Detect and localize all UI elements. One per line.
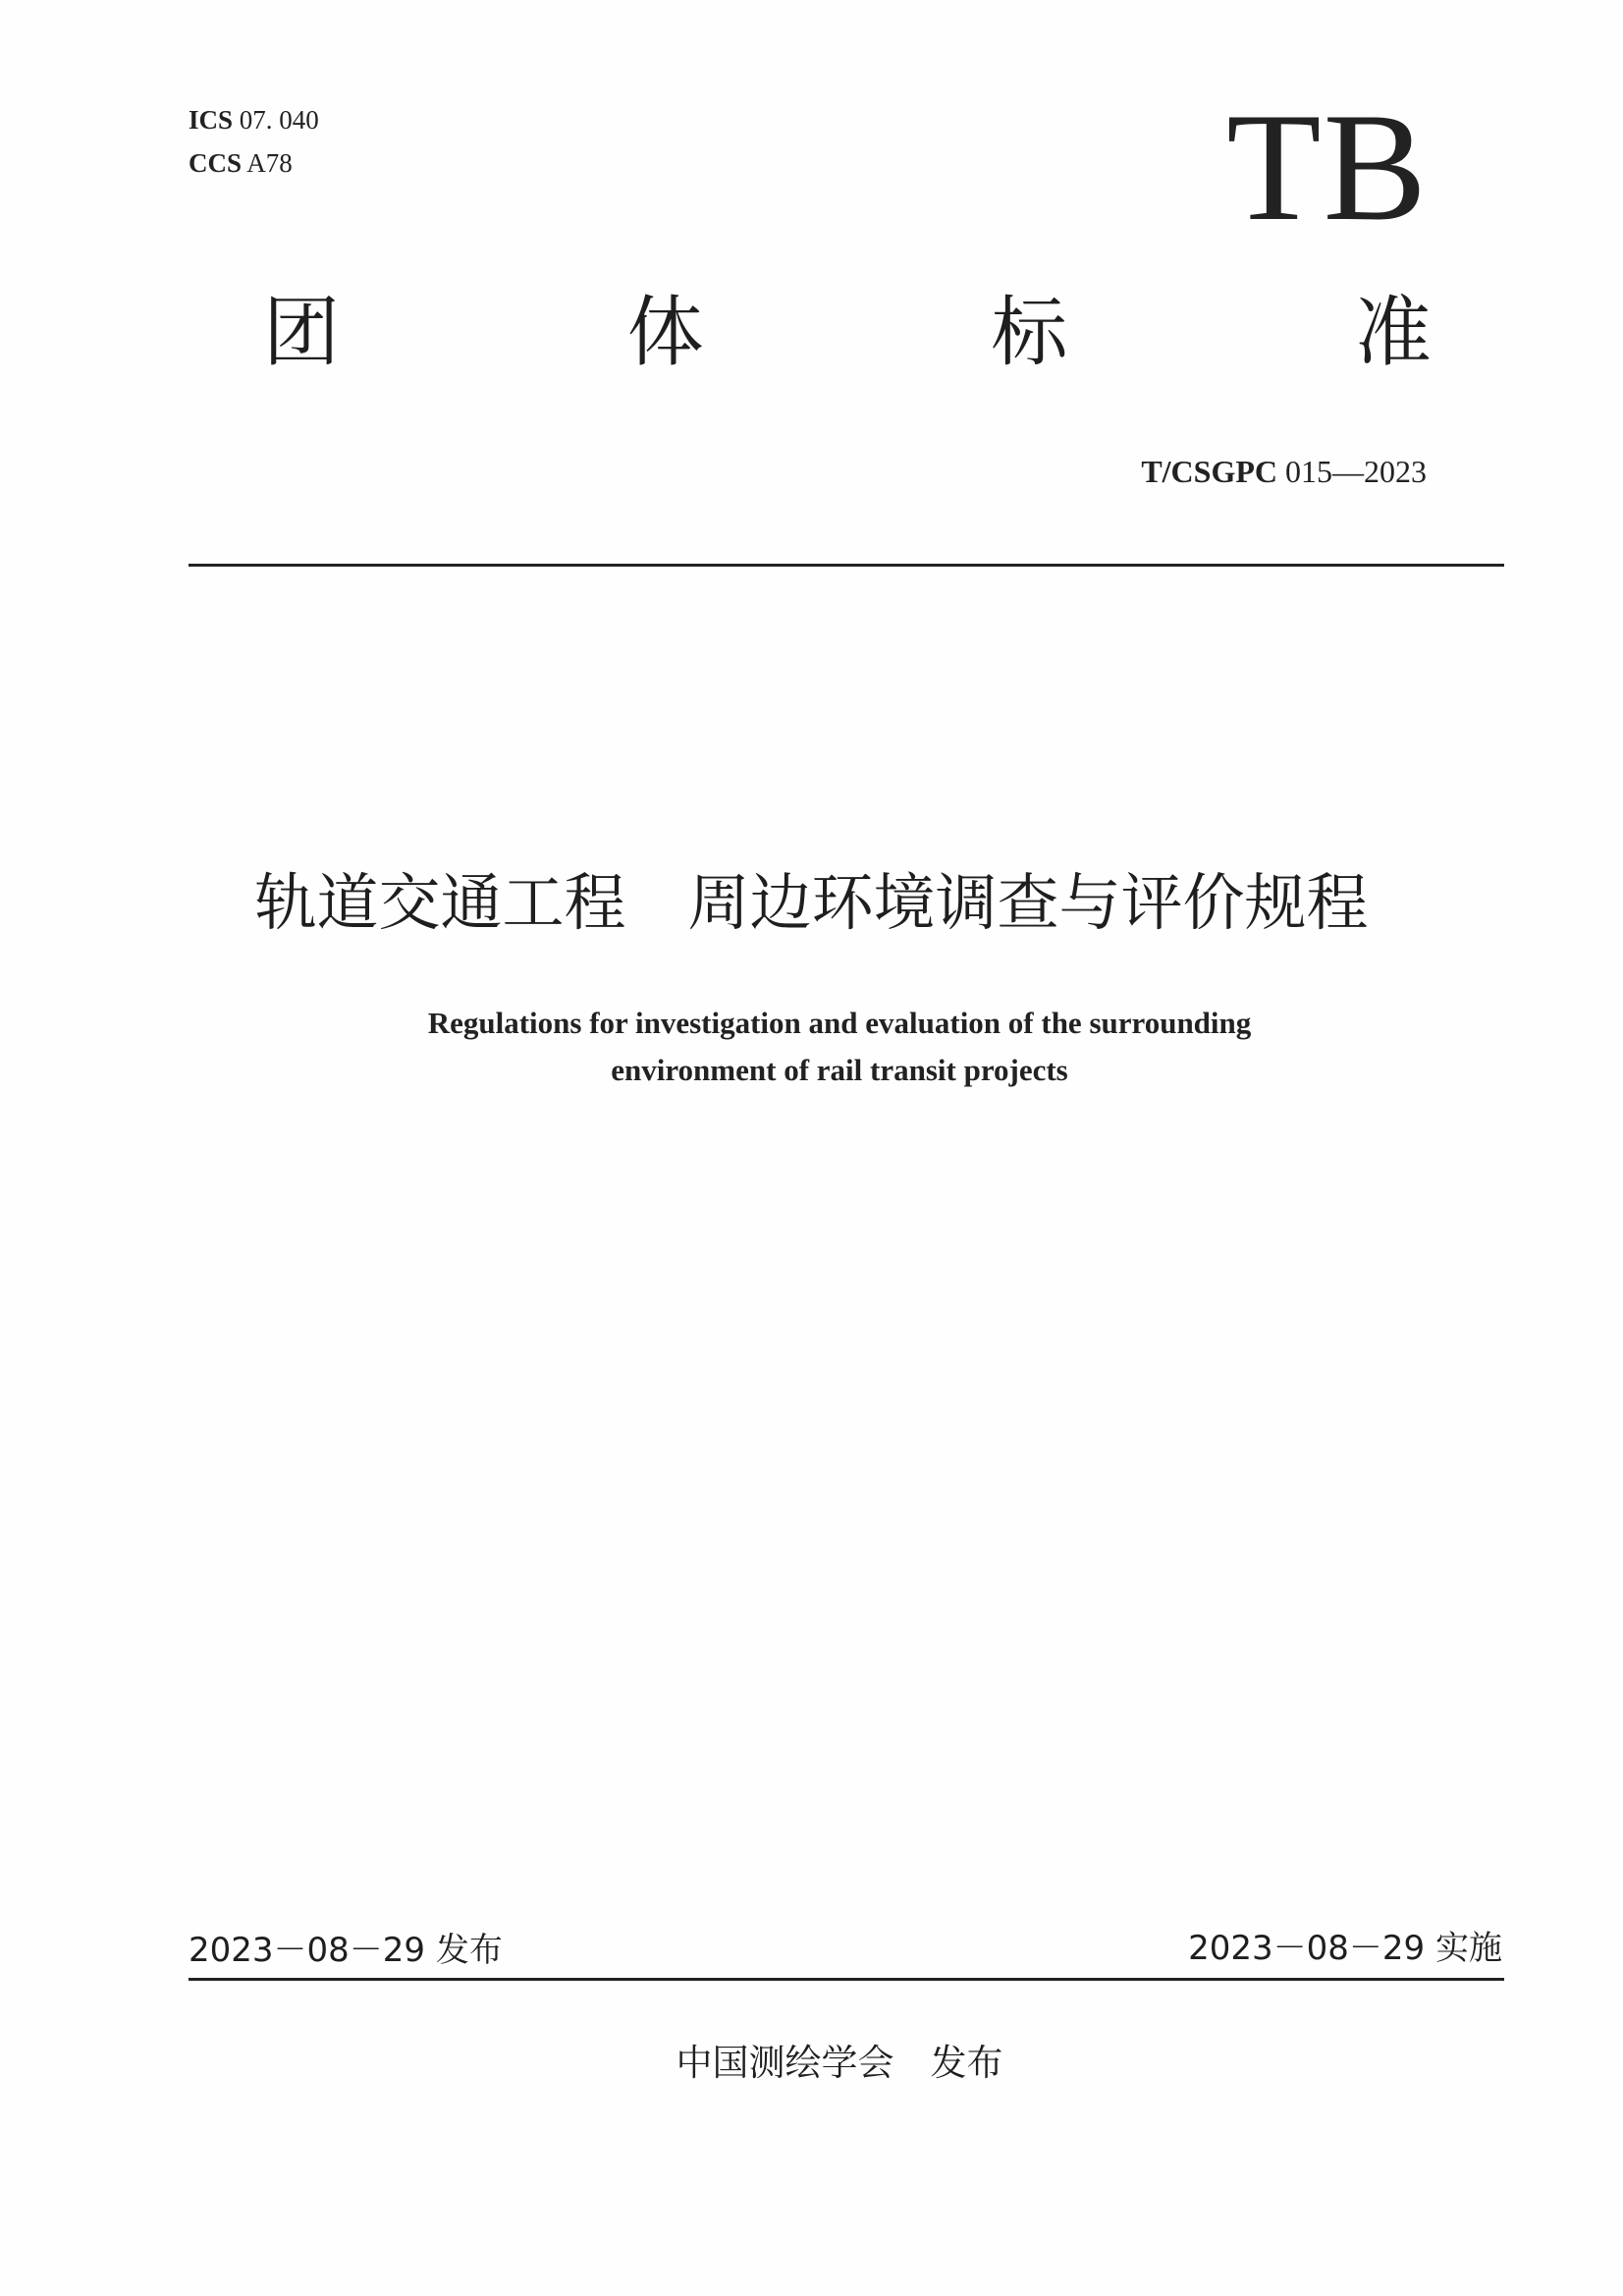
standard-number-prefix: T/CSGPC <box>1141 454 1277 489</box>
issue-date: 2023－08－29 发布 <box>189 1931 503 1970</box>
standard-type <box>263 289 1432 377</box>
standard-type-char: 体 <box>626 289 704 377</box>
standard-number <box>1141 454 1427 490</box>
publisher: 中国测绘学会 发布 <box>676 2042 1003 2084</box>
standard-type-char: 准 <box>1354 289 1432 377</box>
top-divider <box>189 564 1504 567</box>
organization-mark: TB <box>1226 82 1429 253</box>
title-english-line: Regulations for investigation and evaluation of the surrounding <box>427 1006 1252 1040</box>
standard-type-char: 团 <box>263 289 341 377</box>
classification-codes <box>189 98 319 185</box>
standard-number-value: 015—2023 <box>1285 454 1427 489</box>
bottom-divider <box>189 1978 1504 1981</box>
title-english <box>0 1000 1623 1094</box>
ccs-code: CCS A78 <box>189 148 293 178</box>
ics-code: ICS 07. 040 <box>189 105 319 135</box>
implementation-date: 2023－08－29 实施 <box>1188 1929 1502 1968</box>
title-chinese: 轨道交通工程 周边环境调查与评价规程 <box>254 867 1369 939</box>
standard-type-char: 标 <box>991 289 1068 377</box>
title-english-line: environment of rail transit projects <box>611 1053 1068 1087</box>
